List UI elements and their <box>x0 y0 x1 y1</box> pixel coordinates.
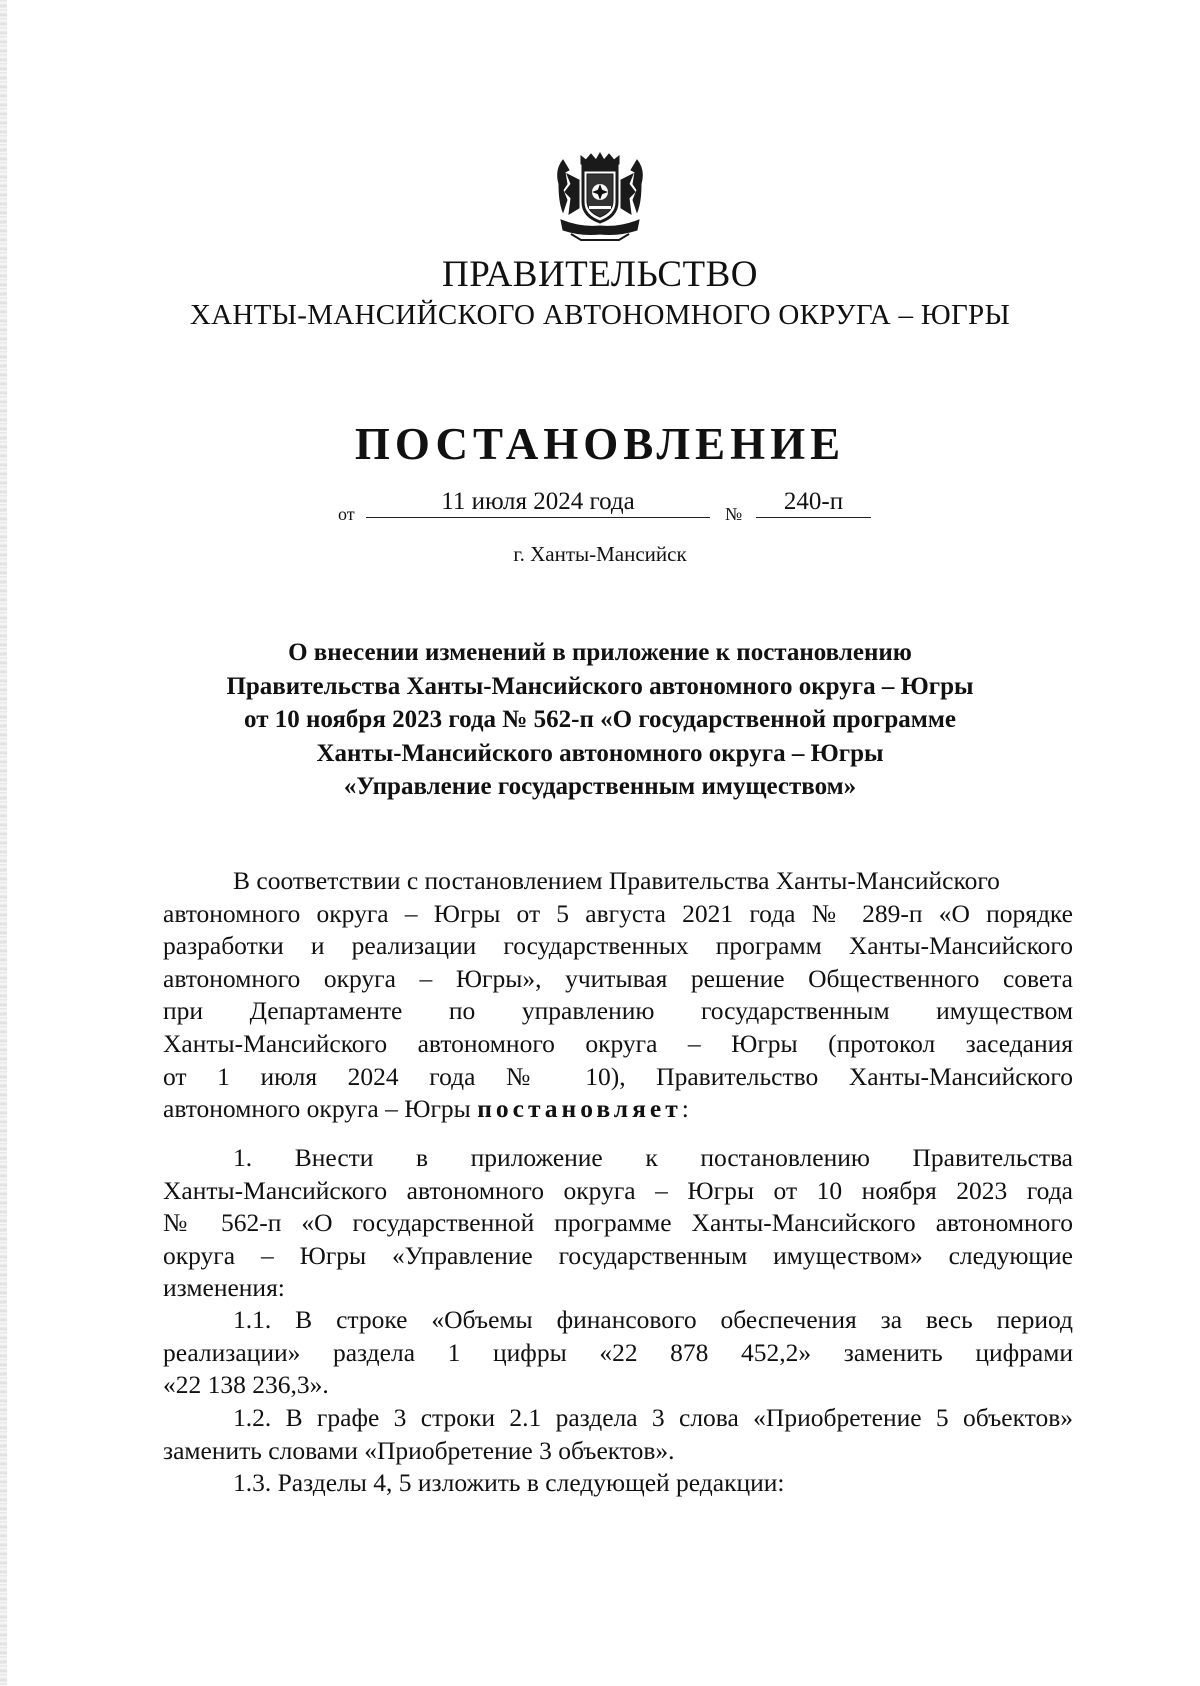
heading-line: Ханты-Мансийского автономного округа – Югры <box>316 739 884 767</box>
decree-number: 240-п <box>756 486 871 518</box>
decree-word: постановляет <box>477 1094 682 1124</box>
text-line: автономного округа – Югры», учитывая решение Общественного совета <box>163 963 1073 993</box>
heading-line: «Управление государственным имуществом» <box>343 773 857 800</box>
text-line: 1.2. В графе 3 строки 2.1 раздела 3 слова «Приобретение 5 объектов» <box>233 1403 1073 1432</box>
item-1-2 <box>163 1402 1073 1467</box>
text-line: автономного округа – Югры от 5 августа 2021 года № 289-п «О порядке <box>163 898 1073 928</box>
item-1 <box>163 1142 1073 1305</box>
coat-of-arms-icon <box>551 150 649 242</box>
text-fragment: : <box>681 1094 689 1124</box>
region-name: ХАНТЫ-МАНСИЙСКОГО АВТОНОМНОГО ОКРУГА – ЮГРЫ <box>189 299 1011 331</box>
text-line: «22 138 236,3». <box>163 1370 329 1400</box>
text-line: 1.1. В строке «Объемы финансового обеспечения за весь период <box>233 1305 1073 1334</box>
text-line: округа – Югры «Управление государственным имуществом» следующие <box>163 1240 1073 1270</box>
text-line: В соответствии с постановлением Правительства Ханты-Мансийского <box>233 866 1000 895</box>
number-prefix: № <box>725 504 743 524</box>
text-line: от 1 июля 2024 года № 10), Правительство Ханты-Мансийского <box>163 1061 1073 1091</box>
heading-line: Правительства Ханты-Мансийского автономного округа – Югры <box>226 672 974 700</box>
decree-date: 11 июля 2024 года <box>366 486 710 518</box>
date-prefix: от <box>338 504 355 524</box>
preamble-paragraph <box>163 865 1073 1126</box>
item-1-1 <box>163 1304 1073 1402</box>
heading-line: О внесении изменений в приложение к постановлению <box>288 639 912 666</box>
heading-line: от 10 ноября 2023 года № 562-п «О государственной программе <box>244 706 956 733</box>
date-number-row <box>0 486 1200 526</box>
text-line: № 562-п «О государственной программе Ханты-Мансийского автономного <box>163 1208 1073 1238</box>
text-line: заменить словами «Приобретение 3 объектов». <box>163 1435 675 1465</box>
decree-heading <box>0 636 1200 804</box>
text-line: при Департаменте по управлению государственным имуществом <box>163 996 1073 1026</box>
text-line: 1. Внести в приложение к постановлению Правительства <box>233 1143 1073 1172</box>
text-line: 1.3. Разделы 4, 5 изложить в следующей редакции: <box>233 1468 785 1497</box>
text-fragment: автономного округа – Югры <box>163 1094 471 1124</box>
text-line: изменения: <box>163 1273 285 1303</box>
text-line <box>163 1093 1073 1126</box>
text-line: Ханты-Мансийского автономного округа – Югры от 10 ноября 2023 года <box>163 1175 1073 1205</box>
city: г. Ханты-Мансийск <box>513 542 687 566</box>
text-line: разработки и реализации государственных программ Ханты-Мансийского <box>163 931 1073 961</box>
government-title: ПРАВИТЕЛЬСТВО <box>442 254 758 295</box>
text-line: реализации» раздела 1 цифры «22 878 452,2» заменить цифрами <box>163 1337 1073 1367</box>
text-line: Ханты-Мансийского автономного округа – Югры (протокол заседания <box>163 1028 1073 1058</box>
document-type-title: ПОСТАНОВЛЕНИЕ <box>354 419 846 469</box>
item-1-3 <box>163 1467 1073 1500</box>
